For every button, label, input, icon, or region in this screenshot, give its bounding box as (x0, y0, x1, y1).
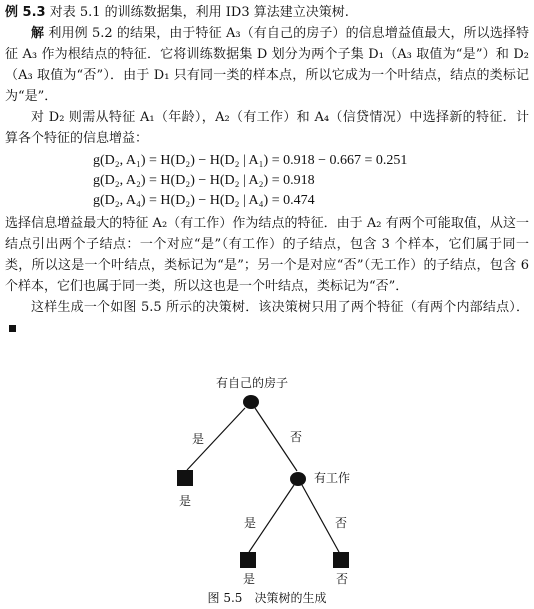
paragraph-3: 选择信息增益最大的特征 A₂（有工作）作为结点的特征．由于 A₂ 有两个可能取值，从这一结点引出两个子结点：一个对应“是”（有工作）的子结点，包含 3 个样本，它们属于同一类，所以这是一个叶结点，类标记为“是”；另一个是对应“否”（无工作）的子结点，包含 6 个样本，它们也属于同一类，所以这也是一个叶结点，类标记为“否”． (5, 216, 529, 294)
example-title: 对表 5.1 的训练数据集，利用 ID3 算法建立决策树. (49, 5, 349, 20)
example-heading (5, 2, 529, 23)
solution-paragraph-1 (5, 23, 529, 107)
leaf-node-yes (177, 470, 193, 486)
leaf-node-internal-yes (240, 552, 256, 568)
paragraph-4-text: 这样生成一个如图 5.5 所示的决策树．该决策树只用了两个特征（有两个内部结点）． (31, 300, 529, 315)
formula-line: g(D₂, A₄) = H(D₂) − H(D₂ | A₄) = 0.474 (93, 193, 315, 208)
formula-line: g(D₂, A₁) = H(D₂) − H(D₂ | A₁) = 0.918 − 0.667 = 0.251 (93, 153, 408, 168)
root-node (243, 395, 259, 409)
decision-tree-diagram (0, 372, 534, 602)
internal-no-edge-label: 否 (335, 516, 348, 530)
root-no-edge-label: 否 (290, 430, 303, 444)
leaf-internal-no-label: 否 (336, 572, 349, 586)
edge-internal-no (302, 485, 339, 552)
figure-caption: 图 5.5 决策树的生成 (207, 591, 327, 605)
formula-block (93, 151, 529, 211)
internal-node (290, 472, 306, 486)
solution-text-1: 利用例 5.2 的结果，由于特征 A₃（有自己的房子）的信息增益值最大，所以选择特征 A₃ 作为根结点的特征．它将训练数据集 D 划分为两个子集 D₁（A₃ 取值为“是”）和 D₂（A₃ 取值为“否”）．由于 D₁ 只有同一类的样本点，所以它成为一个叶结点，结点的类标记为“是”． (5, 26, 529, 104)
decision-tree-figure (0, 372, 534, 607)
internal-node-label: 有工作 (314, 471, 351, 485)
example-label: 例 5.3 (5, 5, 46, 20)
end-of-example-mark (9, 325, 16, 332)
solution-paragraph-2: 对 D₂ 则需从特征 A₁（年龄），A₂（有工作）和 A₄（信贷情况）中选择新的特征．计算各个特征的信息增益： (5, 110, 529, 146)
solution-label: 解 (31, 26, 45, 41)
document-page (5, 2, 529, 339)
root-yes-edge-label: 是 (192, 432, 205, 446)
formula-line: g(D₂, A₂) = H(D₂) − H(D₂ | A₂) = 0.918 (93, 173, 315, 188)
root-node-label: 有自己的房子 (216, 376, 289, 390)
internal-yes-edge-label: 是 (244, 516, 257, 530)
leaf-node-internal-no (333, 552, 349, 568)
leaf-yes-label: 是 (179, 494, 192, 508)
paragraph-4 (5, 297, 529, 339)
leaf-internal-yes-label: 是 (243, 572, 256, 586)
